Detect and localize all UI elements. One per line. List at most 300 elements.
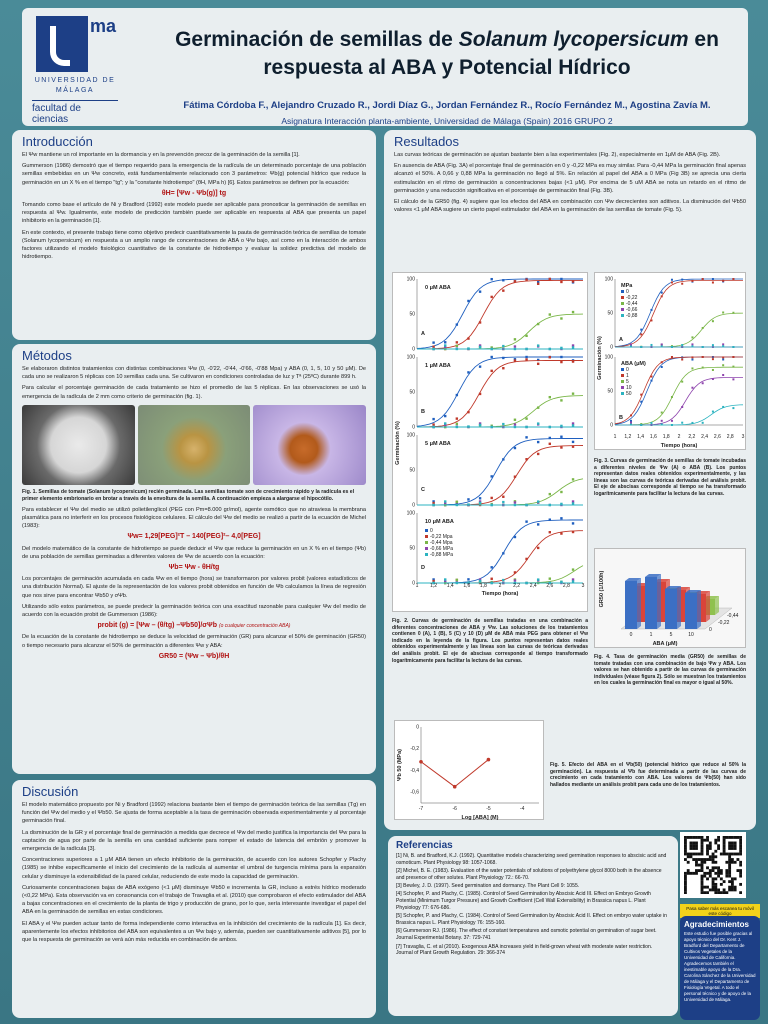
fig2-data-point xyxy=(549,278,551,280)
fig2-data-point xyxy=(549,348,551,350)
fig2-data-point xyxy=(572,502,574,504)
fig2-data-point xyxy=(502,357,504,359)
qr-module xyxy=(706,844,709,847)
fig2-data-point xyxy=(456,348,458,350)
fig2-data-point xyxy=(525,356,527,358)
university-logo xyxy=(32,14,117,125)
qr-module xyxy=(684,858,687,861)
fig2-data-point xyxy=(514,280,516,282)
fig2-data-point xyxy=(514,359,516,361)
fig3-legend-swatch xyxy=(621,368,624,371)
fig2-data-point xyxy=(549,426,551,428)
fig2-data-point xyxy=(525,358,527,360)
fig3-data-point xyxy=(702,382,704,384)
fig3-data-point xyxy=(671,281,673,283)
qr-module xyxy=(728,886,731,889)
fig2-data-point xyxy=(537,283,539,285)
fig2-data-point xyxy=(502,552,504,554)
qr-module xyxy=(717,869,720,872)
authors: Fátima Córdoba F., Alejandro Cruzado R., Jordi Díaz G., Jordan Fernández R., Rocío Fernández M., Agostina Zavía M. xyxy=(183,100,711,111)
fig2-data-point xyxy=(502,458,504,460)
fig2-data-point xyxy=(491,578,493,580)
fig3-legend-label: 50 xyxy=(626,391,632,397)
fig2-data-point xyxy=(456,345,458,347)
fig2-data-point xyxy=(432,346,434,348)
fig4-depth-tick: -0,44 xyxy=(727,613,739,619)
qr-module xyxy=(725,861,728,864)
fig3-data-point xyxy=(691,359,693,361)
fig2-data-point xyxy=(572,392,574,394)
fig3-data-point xyxy=(640,394,642,396)
reference-item: [4] Schopfer, P. and Plachy, C. (1985). Control of Seed Germination by Abscisic Acid III. Effect on Embryo Growth Potential (Minimum Turgor Pressure) and Growth Coefficient (Cell Wall Extensibility) in Brassica napus L. Plant Physiology 77: 676-686. xyxy=(396,891,651,912)
fig2-legend-label: 0 xyxy=(430,528,433,534)
fig3-data-point xyxy=(722,343,724,345)
fig2-data-point xyxy=(572,522,574,524)
fig2-data-point xyxy=(572,280,574,282)
fig4-bar-side xyxy=(697,590,701,629)
fig2-legend-label: -0,22 Mpa xyxy=(430,534,453,540)
fig2-data-point xyxy=(456,579,458,581)
ack-text: Este estudio fue posible gracias al apoyo técnico del Dr. Kent J. Bradford del Departamento de Cultivos Vegetales de la Universidad de California. Agradecemos también el inestimable apoyo de la Dra. Carolina Sánchez de la Universidad de Málaga y el Departamento de Fisiología Vegetal. A todo el personal técnico y de apoyo de la Universidad de Málaga. xyxy=(684,931,756,1002)
qr-module xyxy=(701,888,704,891)
qr-module xyxy=(739,861,742,864)
qr-module xyxy=(690,853,693,856)
qr-module xyxy=(717,872,720,875)
intro-panel xyxy=(12,130,376,340)
fig3-legend-swatch xyxy=(621,374,624,377)
fig3-legend-title: MPa xyxy=(621,283,633,289)
fig2-legend-swatch xyxy=(425,535,428,538)
fig3-xtick: 1 xyxy=(613,434,617,440)
fig3-data-point xyxy=(671,420,673,422)
intro-p1: El Ψw mantiene un rol importante en la dormancia y en la prevención precoz de la germinación de la semilla [1]. xyxy=(22,152,300,158)
qr-module xyxy=(695,853,698,856)
qr-module xyxy=(703,861,706,864)
qr-module xyxy=(714,855,717,858)
fig3-legend-label: -0,44 xyxy=(626,301,638,307)
qr-module xyxy=(698,869,701,872)
qr-module xyxy=(698,853,701,856)
fig2-data-point xyxy=(491,370,493,372)
qr-module xyxy=(684,842,687,845)
qr-module xyxy=(714,839,717,842)
qr-module xyxy=(706,877,709,880)
fig3-data-point xyxy=(650,319,652,321)
results-p1: Las curvas teóricas de germinación se ajustan bastante bien a las experimentales (Fig. 2), especialmente en 1μM de ABA (Fig. 2B). xyxy=(394,152,721,158)
fig2-data-point xyxy=(537,578,539,580)
qr-module xyxy=(695,847,698,850)
fig2-data-point xyxy=(502,289,504,291)
fig3-legend-swatch xyxy=(621,308,624,311)
fig2-data-point xyxy=(525,436,527,438)
fig2-data-point xyxy=(479,502,481,504)
intro-p3: Tomando como base el artículo de Ni y Bradford (1992) este modelo puede ser aplicable para pronosticar la germinación de semillas en respuesta al Ψw. Igualmente, este modelo de predicción también puede ser aplicable en respuesta al ABA que presenta un papel inhibitorio en la germinación [1]. xyxy=(22,202,366,225)
fig3-data-point xyxy=(722,374,724,376)
fig3-data-point xyxy=(722,356,724,358)
qr-module xyxy=(695,844,698,847)
qr-module xyxy=(728,853,731,856)
fig2-subplot-title: 0 μM ABA xyxy=(425,285,451,291)
fig3-data-point xyxy=(650,376,652,378)
qr-module xyxy=(687,872,690,875)
qr-module xyxy=(717,839,720,842)
qr-module xyxy=(720,869,723,872)
qr-module xyxy=(739,847,742,850)
fig2-xtick: 3 xyxy=(581,583,585,589)
fig4-bar-side xyxy=(677,586,681,629)
qr-module xyxy=(739,850,742,853)
fig2-ytick: 0 xyxy=(412,580,415,587)
qr-module xyxy=(739,872,742,875)
fig2-data-point xyxy=(572,441,574,443)
qr-module xyxy=(714,842,717,845)
qr-module xyxy=(698,858,701,861)
fig3-data-point xyxy=(681,422,683,424)
fig2-data-point xyxy=(491,497,493,499)
logo-university: UNIVERSIDAD DE MÁLAGA xyxy=(34,77,116,94)
qr-module xyxy=(712,877,715,880)
fig3-xtick: 2,2 xyxy=(688,434,696,440)
fig3-xtick: 2 xyxy=(677,434,681,440)
fig2-series-line xyxy=(417,314,583,349)
fig3-data-point xyxy=(661,420,663,422)
fig2-subplot-label: B xyxy=(421,409,425,415)
affiliation: Asignatura Interacción planta-ambiente, Universidad de Málaga (Spain) 2016 GRUPO 2 xyxy=(281,116,613,126)
qr-module xyxy=(703,872,706,875)
qr-module xyxy=(706,850,709,853)
probit-eq-text: probit (g) = [Ψw – (θ/tg) –Ψb50]/σΨb xyxy=(97,622,217,630)
fig2-data-point xyxy=(514,579,516,581)
fig2-data-point xyxy=(572,568,574,570)
fig3-data-point xyxy=(650,309,652,311)
fig2-data-point xyxy=(537,406,539,408)
methods-p7: De la ecuación de la constante de hidrotiempo se deduce la velocidad de germinación (GR) para alcanzar el 50% de germinación (GR50) o tiempo necesario para alcanzar el 50% de germinación a diferentes Ψw y ABA: xyxy=(22,634,366,649)
fig3-legend-title: ABA (μM) xyxy=(621,361,646,367)
fig2-ytick: 0 xyxy=(412,502,415,509)
qr-module xyxy=(712,858,715,861)
qr-module xyxy=(728,842,731,845)
fig3-data-point xyxy=(681,406,683,408)
fig3-data-point xyxy=(661,292,663,294)
fig3-ytick: 50 xyxy=(607,388,613,395)
fig3-data-point xyxy=(661,423,663,425)
methods-p5: Los porcentajes de germinación acumulada en cada Ψw en el tiempo (hora) se transformaron por valores probit (valores estadísticos de una distribución Normal). El ajuste de la representación de los valores probit obtenidos en función de Ψb calculamos la línea de regresión que nos sirve para encontrar Ψb50 y σΨb. xyxy=(22,576,366,599)
qr-module xyxy=(736,836,739,839)
fig2-data-point xyxy=(502,423,504,425)
fig2-xtick: 2,4 xyxy=(529,583,537,589)
fig3-data-point xyxy=(650,380,652,382)
qr-module xyxy=(709,842,712,845)
qr-module xyxy=(706,836,709,839)
fig2-data-point xyxy=(432,504,434,506)
fig2-data-point xyxy=(456,417,458,419)
qr-module xyxy=(720,877,723,880)
fig2-data-point xyxy=(491,582,493,584)
fig3-data-point xyxy=(661,412,663,414)
qr-module xyxy=(728,844,731,847)
fig2-subplot-label: A xyxy=(421,331,425,337)
qr-module xyxy=(739,836,742,839)
qr-module xyxy=(731,888,734,891)
qr-note: Pasa saber más escanea tu móvil este código xyxy=(680,904,760,918)
qr-module xyxy=(687,836,690,839)
fig3-data-point xyxy=(732,346,734,348)
fig2-data-point xyxy=(456,501,458,503)
fig2-data-point xyxy=(514,571,516,573)
qr-module xyxy=(739,875,742,878)
qr-module xyxy=(706,872,709,875)
fig3-subplot-label: B xyxy=(619,415,623,421)
fig2-data-point xyxy=(514,348,516,350)
qr-code[interactable] xyxy=(680,832,746,898)
reference-item: [3] Bewley, J. D. (1997). Seed germination and dormancy. The Plant Cell 9: 1055. xyxy=(396,883,580,890)
fig3-data-point xyxy=(630,343,632,345)
fig2-ytick: 100 xyxy=(406,510,415,517)
qr-module xyxy=(712,853,715,856)
qr-module xyxy=(712,869,715,872)
fig2-subplot-title: 1 μM ABA xyxy=(425,363,451,369)
fig3-ytick: 50 xyxy=(607,310,613,317)
fig2-data-point xyxy=(572,424,574,426)
qr-module xyxy=(728,888,731,891)
fig2-chart xyxy=(392,272,588,612)
fig2-ytick: 100 xyxy=(406,432,415,439)
fig3-data-point xyxy=(661,361,663,363)
qr-module xyxy=(684,891,687,894)
qr-module xyxy=(723,853,726,856)
fig2-subplot-title: 5 μM ABA xyxy=(425,441,451,447)
fig3-data-point xyxy=(702,367,704,369)
qr-module xyxy=(701,877,704,880)
fig3-data-point xyxy=(712,282,714,284)
qr-module xyxy=(692,872,695,875)
qr-module xyxy=(687,869,690,872)
fig4-bar-side xyxy=(715,596,719,615)
fig5-xtick: -6 xyxy=(452,806,457,812)
reference-item: [1] Ni, B. and Bradford, K.J. (1992). Quantitative models characterizing seed germination responses to abscisic acid and osmoticum. Plant Physiology 98: 1057-1068. xyxy=(396,853,667,866)
fig4-bar xyxy=(645,577,657,629)
fig2-data-point xyxy=(560,317,562,319)
fig3-data-point xyxy=(640,424,642,426)
fig2-legend-label: -0,66 MPa xyxy=(430,546,454,552)
fig3-data-point xyxy=(691,336,693,338)
fig3-data-point xyxy=(681,283,683,285)
methods-p4: Del modelo matemático de la constante de hidrotiempo se puede deducir el Ψw que reduce la germinación en un X % en el tiempo (Ψb) de una población de semillas germinadas a diferentes valores de Ψw de acuerdo con la ecuación: xyxy=(22,545,366,560)
qr-module xyxy=(701,869,704,872)
fig2-data-point xyxy=(560,491,562,493)
qr-module xyxy=(692,858,695,861)
fig2-data-point xyxy=(491,348,493,350)
fig2-ytick: 100 xyxy=(406,354,415,361)
fig2-data-point xyxy=(502,279,504,281)
discussion-panel xyxy=(12,780,376,1018)
fig2-data-point xyxy=(549,577,551,579)
fig4-depth-tick: -0,22 xyxy=(718,620,730,626)
qr-module xyxy=(698,864,701,867)
fig3-data-point xyxy=(640,333,642,335)
qr-module xyxy=(701,866,704,869)
methods-p2: Para calcular el porcentaje germinación de cada tratamiento se hizo el promedio de las 5 réplicas. En las observaciones se usó la emergencia de la radícula de 2 mm como criterio de germinación (fig. 1). xyxy=(22,385,366,400)
fig2-data-point xyxy=(537,523,539,525)
qr-module xyxy=(712,861,715,864)
fig3-data-point xyxy=(702,278,704,280)
fig2-subplot-label: C xyxy=(421,487,425,493)
fig5-data-point xyxy=(487,758,491,762)
fig3-data-point xyxy=(712,320,714,322)
fig2-data-point xyxy=(572,478,574,480)
fig2-data-point xyxy=(514,345,516,347)
fig2-data-point xyxy=(560,436,562,438)
title-part1: Germinación de semillas de xyxy=(175,28,459,51)
qr-module xyxy=(714,891,717,894)
qr-module xyxy=(701,875,704,878)
fig2-legend-swatch xyxy=(425,529,428,532)
fig2-xtick: 2 xyxy=(498,583,502,589)
fig3-legend-label: 0 xyxy=(626,289,629,295)
fig3-data-point xyxy=(671,356,673,358)
qr-module xyxy=(739,853,742,856)
intro-p2: Gummerson (1986) demostró que el tiempo requerido para la emergencia de la radícula de un determinado porcentaje de una población semillas embebidas en un Ψw concreto, está fundamentalmente relacionado con 3 parámetros: Ψb(g) potencial hídrico que reduce la germinación en un X % en el tiempo "tg"; y la "constante hidrotiempo" (θH, MPa h) [6]. Estos parámetros se definen por la ecuación: xyxy=(22,163,366,186)
fig2-xtick: 1,8 xyxy=(479,583,487,589)
fig2-data-point xyxy=(432,423,434,425)
qr-module xyxy=(714,872,717,875)
fig2-data-point xyxy=(432,341,434,343)
qr-module xyxy=(728,875,731,878)
fig4-ylabel: GR50 (1/100h) xyxy=(599,570,605,608)
discussion-p4: Curiosamente concentraciones bajas de ABA exógeno (<1 μM) disminuye Ψb50 e incrementa la GR, incluso a estrés hídrico moderado (<0,22 MPa). Esta observación va en consonancia con el trabajo de Travaglia et al. (2010) que comprobaron el efecto estimulador del ABA a bajas concentraciones en el crecimiento de la planta de trigo y producción de grano, por lo que, sería interesante investigar el papel del ABA en la germinación de semillas en estas condiciones. xyxy=(22,884,366,916)
fig5-xtick: -4 xyxy=(519,806,525,812)
fig4-bar-side xyxy=(637,578,641,629)
fig3-svg xyxy=(595,273,747,451)
qr-module xyxy=(690,847,693,850)
references-heading: Referencias xyxy=(396,840,453,851)
qr-module xyxy=(701,861,704,864)
fig3-legend-label: -0,88 xyxy=(626,313,638,319)
qr-module xyxy=(728,869,731,872)
fig5-data-point xyxy=(453,785,457,789)
qr-module xyxy=(725,875,728,878)
qr-module xyxy=(684,883,687,886)
fig2-data-point xyxy=(502,501,504,503)
qr-module xyxy=(684,839,687,842)
qr-module xyxy=(709,872,712,875)
fig2-data-point xyxy=(444,415,446,417)
qr-module xyxy=(731,842,734,845)
qr-module xyxy=(701,880,704,883)
fig3-data-point xyxy=(722,280,724,282)
qr-module xyxy=(731,836,734,839)
fig2-data-point xyxy=(514,426,516,428)
fig2-data-point xyxy=(560,517,562,519)
qr-module xyxy=(690,842,693,845)
fig2-data-point xyxy=(491,426,493,428)
qr-module xyxy=(692,847,695,850)
fig5-xlabel: Log [ABA] (M) xyxy=(461,815,499,821)
fig2-data-point xyxy=(525,426,527,428)
fig3-data-point xyxy=(722,311,724,313)
qr-module xyxy=(701,883,704,886)
qr-module xyxy=(731,880,734,883)
fig2-xtick: 2,8 xyxy=(562,583,570,589)
fig3-data-point xyxy=(681,344,683,346)
fig3-data-point xyxy=(732,312,734,314)
fig3-legend-swatch xyxy=(621,296,624,299)
fig2-data-point xyxy=(525,335,527,337)
qr-module xyxy=(709,875,712,878)
qr-module xyxy=(731,844,734,847)
qr-module xyxy=(709,844,712,847)
qr-module xyxy=(717,891,720,894)
qr-module xyxy=(728,861,731,864)
qr-module xyxy=(723,880,726,883)
gr50-equation: GR50 = (Ψw – Ψb)/θH xyxy=(158,652,230,660)
fig2-data-point xyxy=(491,278,493,280)
qr-module xyxy=(687,861,690,864)
fig3-legend-swatch xyxy=(621,314,624,317)
fig2-data-point xyxy=(572,531,574,533)
fig2-data-point xyxy=(560,281,562,283)
fig2-data-point xyxy=(444,500,446,502)
fig3-data-point xyxy=(712,378,714,380)
fig4-caption: Fig. 4. Tasa de germinación media (GR50) de semillas de tomate tratadas con una combinación de bajo Ψw y ABA. Los valores se han obtenido a partir de las curvas de germinación individuales (véase figura 2). Sólo se muestran los tratamientos en los cuales la germinación final es mayor o igual al 50%. xyxy=(594,654,746,687)
fig3-data-point xyxy=(681,381,683,383)
fig2-data-point xyxy=(502,579,504,581)
fig2-data-point xyxy=(537,441,539,443)
fig2-data-point xyxy=(549,518,551,520)
qr-module xyxy=(731,853,734,856)
fig3-legend-label: -0,66 xyxy=(626,307,638,313)
fig2-legend-swatch xyxy=(425,541,428,544)
ack-heading: Agradecimientos xyxy=(684,920,749,929)
fig3-data-point xyxy=(661,366,663,368)
fig2-data-point xyxy=(525,417,527,419)
qr-module xyxy=(712,886,715,889)
qr-module xyxy=(720,853,723,856)
fig4-bar-side xyxy=(706,591,710,622)
michel-equation: Ψw= 1,29[PEG]²T – 140[PEG]²– 4,0[PEG] xyxy=(127,533,261,541)
fig2-data-point xyxy=(456,341,458,343)
discussion-p1: El modelo matemático propuesto por Ni y Bradford (1992) relaciona bastante bien el tiempo de germinación teórica de las semillas (Tg) en función del Ψw del medio y el Ψb50. Se ajusta de forma aceptable a la tasa de germinación observada experimentalmente y al porcentaje germinación final. xyxy=(22,802,366,825)
fig2-data-point xyxy=(467,337,469,339)
discussion-p3: Concentraciones superiores a 1 μM ABA tienen un efecto inhibitorio de la germinación, de acuerdo con los autores Schopfer y Plachy (1985) se inhibe específicamente el inicio del crecimiento de la radícula al aumentar el umbral de turgencia mínima para la expansión celular y disminuye la extensibilidad de la pared celular, reduciendo de este modo la capacidad de germinación. xyxy=(22,857,366,880)
fig5-ylabel: Ψb 50 (MPa) xyxy=(397,749,403,781)
fig4-bar xyxy=(665,589,677,629)
fig4-xlabel: ABA (μM) xyxy=(652,641,678,647)
qr-module xyxy=(684,836,687,839)
fig2-data-point xyxy=(502,345,504,347)
qr-module xyxy=(739,842,742,845)
qr-module xyxy=(739,891,742,894)
qr-module xyxy=(734,888,737,891)
fig2-data-point xyxy=(514,423,516,425)
fig5-series-line xyxy=(421,760,488,787)
fig3-data-point xyxy=(691,387,693,389)
fig5-ytick: -0,6 xyxy=(410,789,419,796)
qr-module xyxy=(709,855,712,858)
probit-eq-note: (o cualquier concentración ABA) xyxy=(218,623,291,630)
qr-module xyxy=(714,888,717,891)
fig4-bar xyxy=(625,581,637,629)
fig2-data-point xyxy=(479,290,481,292)
petri-dish-photo xyxy=(22,405,135,485)
fig2-data-point xyxy=(467,498,469,500)
fig2-data-point xyxy=(444,341,446,343)
qr-module xyxy=(701,886,704,889)
fig2-data-point xyxy=(456,504,458,506)
qr-module xyxy=(684,872,687,875)
fig2-data-point xyxy=(502,367,504,369)
fig3-legend-swatch xyxy=(621,392,624,395)
